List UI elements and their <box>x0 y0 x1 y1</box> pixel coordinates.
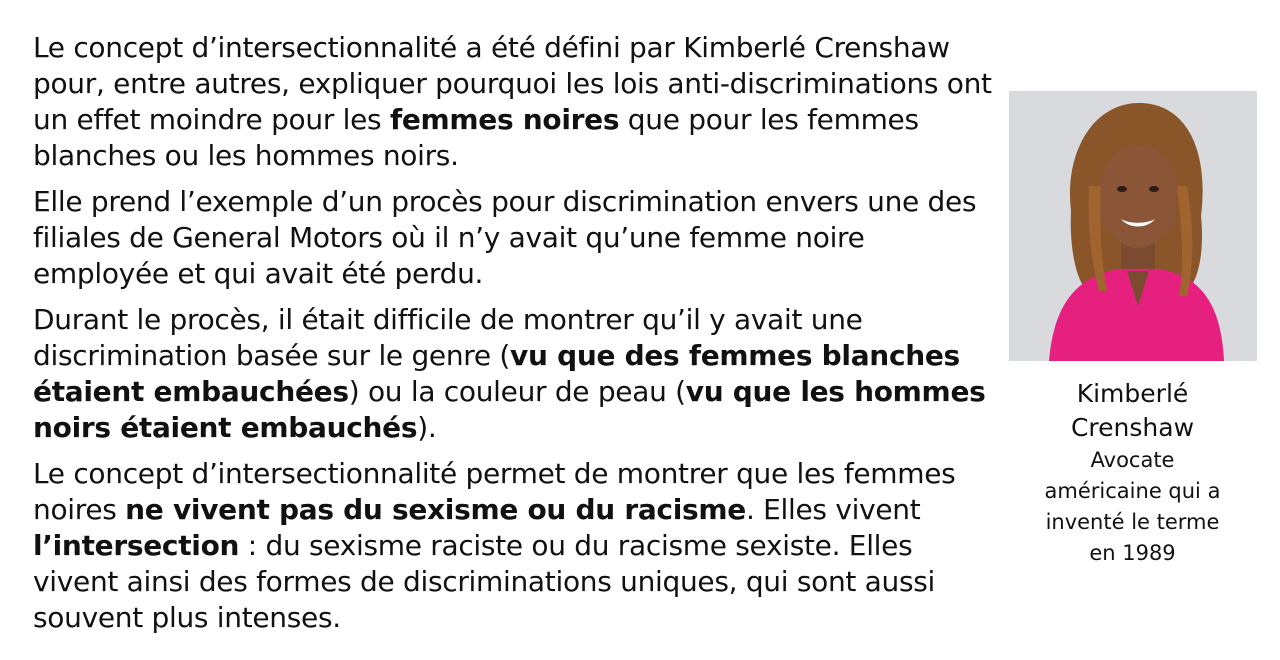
emphasis-text: l’intersection <box>33 529 240 562</box>
paragraph-text: Durant le procès, il était difficile de montrer qu’il y avait une discrimination basée sur le genre ( <box>33 303 863 372</box>
emphasis-text: femmes noires <box>389 103 620 136</box>
caption-name-line2: Crenshaw <box>1070 413 1195 442</box>
paragraph <box>33 30 1001 174</box>
paragraph-text: . Elles vivent <box>745 493 921 526</box>
paragraph-text: Elle prend l’exemple d’un procès pour discrimination envers une des filiales de General Motors où il n’y avait qu’une femme noire employée et qui avait été perdu. <box>33 185 977 290</box>
paragraph-text: Le concept d’intersectionnalité permet de montrer que les femmes noires <box>33 457 956 526</box>
caption-desc-line2: américaine qui a <box>1044 479 1221 503</box>
portrait-photo <box>1009 91 1257 361</box>
caption-desc-line3: inventé le terme <box>1045 510 1220 534</box>
caption-desc-line4: en 1989 <box>1089 541 1176 565</box>
paragraph-text: que pour les femmes blanches ou les hommes noirs. <box>33 103 919 172</box>
caption-desc-line1: Avocate <box>1090 448 1175 472</box>
person-portrait-icon <box>1009 91 1257 361</box>
paragraph <box>33 302 1001 446</box>
photo-caption <box>1010 377 1255 569</box>
emphasis-text: vu que les hommes noirs étaient embauchés <box>33 375 986 444</box>
main-text <box>33 30 1001 646</box>
paragraph-text: Le concept d’intersectionnalité a été défini par Kimberlé Crenshaw pour, entre autres, expliquer pourquoi les lois anti-discriminations ont un effet moindre pour les <box>33 31 992 136</box>
emphasis-text: ne vivent pas du sexisme ou du racisme <box>125 493 746 526</box>
emphasis-text: vu que des femmes blanches étaient embauchées <box>33 339 960 408</box>
caption-name-line1: Kimberlé <box>1076 379 1189 408</box>
paragraph-text: ) ou la couleur de peau ( <box>348 375 686 408</box>
paragraph <box>33 456 1001 636</box>
paragraph-text: ). <box>417 411 437 444</box>
paragraph <box>33 184 1001 292</box>
paragraph-text: : du sexisme raciste ou du racisme sexiste. Elles vivent ainsi des formes de discriminations uniques, qui sont aussi souvent plus intenses. <box>33 529 936 634</box>
